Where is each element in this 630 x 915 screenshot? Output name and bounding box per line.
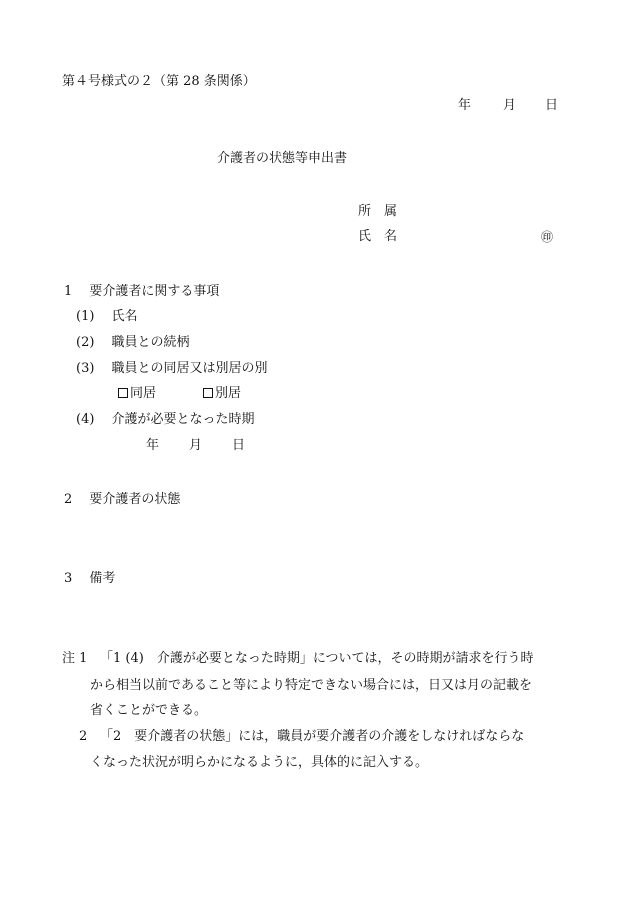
onset-date-day: 日 xyxy=(232,438,246,453)
note2-line2: くなった状況が明らかになるように，具体的に記入する。 xyxy=(90,755,429,770)
onset-date-month: 月 xyxy=(189,438,203,453)
note2-number: 2 xyxy=(79,729,88,744)
note2-line1: 「2 要介護者の状態」には，職員が要介護者の介護をしなければならな xyxy=(100,729,525,744)
option-cohabit-label: 同居 xyxy=(130,386,157,401)
section1-heading: 1 要介護者に関する事項 xyxy=(64,284,220,299)
header-date-year: 年 xyxy=(458,98,472,113)
option-cohabit[interactable] xyxy=(118,386,156,402)
header-date-day: 日 xyxy=(545,98,559,113)
section1-item-name: (1) 氏名 xyxy=(76,309,138,324)
section3-heading: 3 備考 xyxy=(64,571,116,586)
note1-number: 注 1 xyxy=(62,651,88,666)
option-separate[interactable] xyxy=(203,386,241,402)
form-code: 第４号様式の２（第 28 条関係） xyxy=(62,74,256,89)
section1-item-onset: (4) 介護が必要となった時期 xyxy=(76,412,255,427)
option-separate-label: 別居 xyxy=(215,386,242,401)
note1-line1: 「1 (4) 介護が必要となった時期」については，その時期が請求を行う時 xyxy=(100,651,534,666)
header-date-month: 月 xyxy=(503,98,517,113)
checkbox-cohabit[interactable] xyxy=(118,388,128,398)
name-label: 氏 名 xyxy=(358,229,398,244)
document-title: 介護者の状態等申出書 xyxy=(217,151,348,166)
note1-line3: 省くことができる。 xyxy=(90,703,208,718)
section1-item-residence: (3) 職員との同居又は別居の別 xyxy=(76,361,268,376)
checkbox-separate[interactable] xyxy=(203,388,213,398)
onset-date-year: 年 xyxy=(146,438,160,453)
note1-line2: から相当以前であること等により特定できない場合には，日又は月の記載を xyxy=(90,678,533,693)
affiliation-label: 所 属 xyxy=(358,204,398,219)
section2-heading: 2 要介護者の状態 xyxy=(64,492,181,507)
section1-item-relationship: (2) 職員との続柄 xyxy=(76,335,190,350)
seal-mark: ㊞ xyxy=(541,230,554,244)
